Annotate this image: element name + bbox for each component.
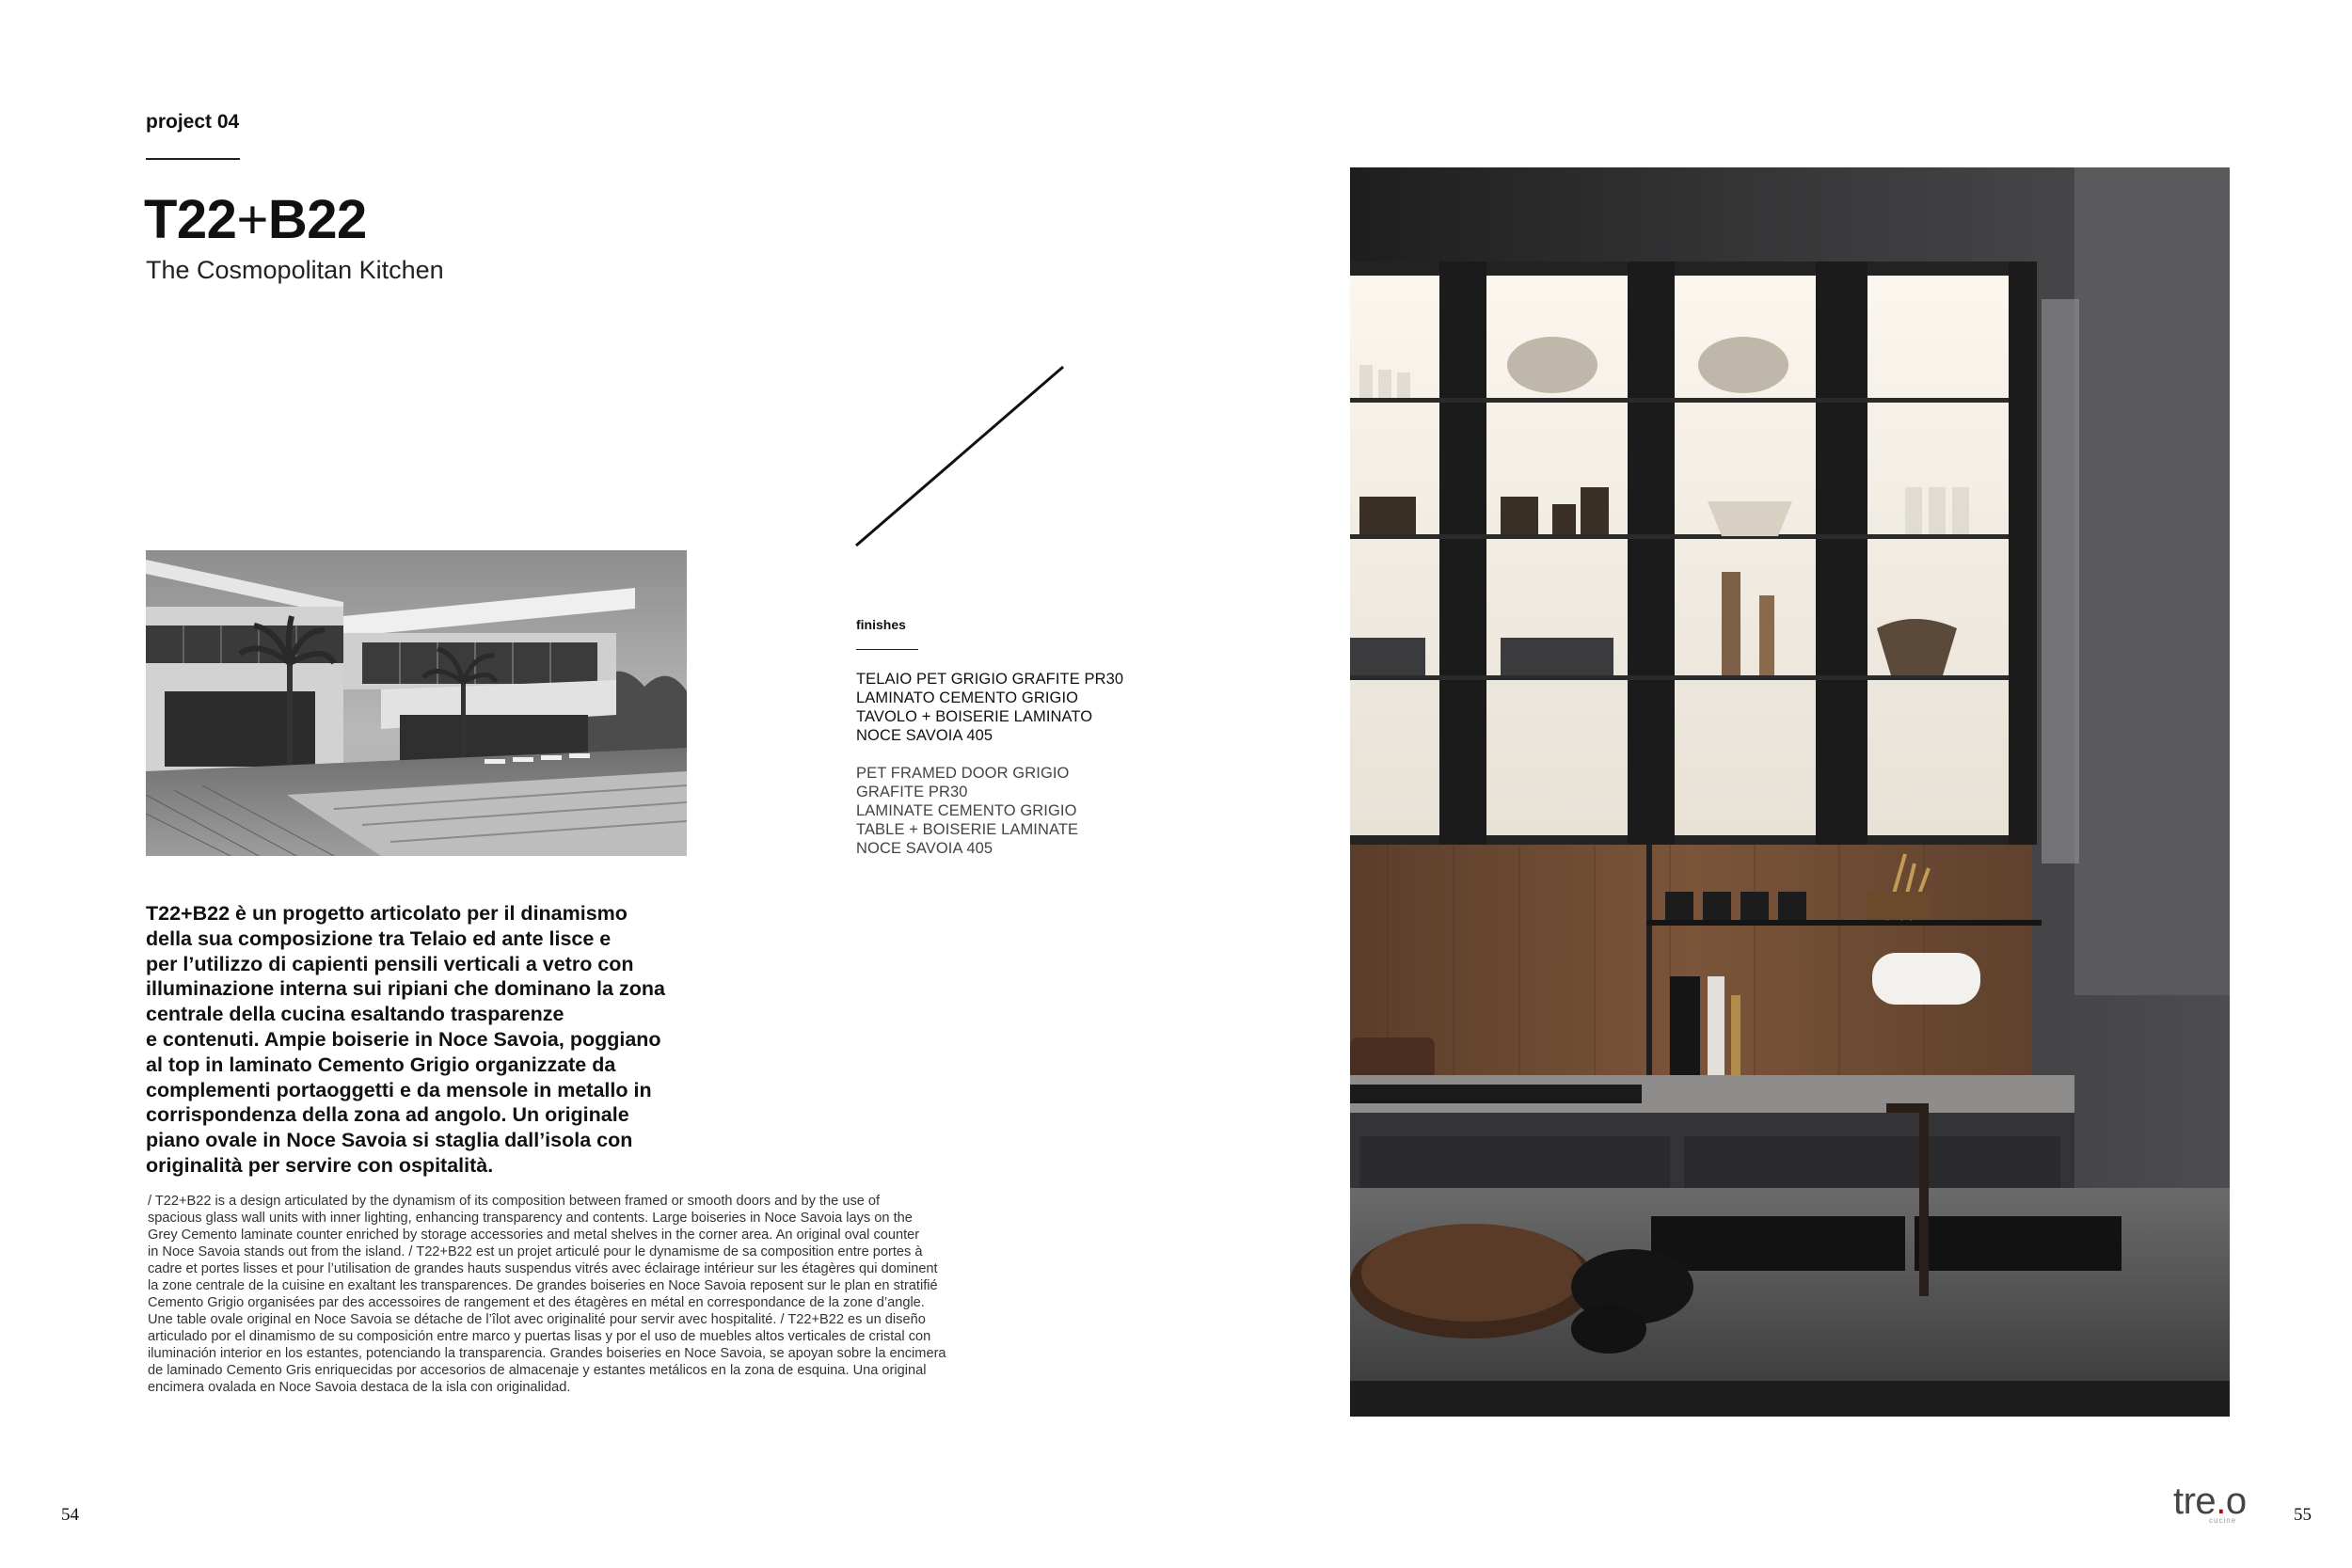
finish-line: LAMINATO CEMENTO GRIGIO bbox=[856, 689, 1079, 706]
finish-line: LAMINATE CEMENTO GRIGIO bbox=[856, 802, 1077, 819]
product-title bbox=[144, 189, 367, 250]
body-line: piano ovale in Noce Savoia si staglia dall’isola con bbox=[146, 1129, 633, 1152]
title-plus: + bbox=[236, 189, 268, 250]
translation-line: / T22+B22 is a design articulated by the dynamism of its composition between framed or smooth doors and by the use of bbox=[148, 1194, 881, 1209]
finish-line: NOCE SAVOIA 405 bbox=[856, 727, 993, 744]
description-italian bbox=[146, 901, 710, 1179]
description-translations bbox=[148, 1193, 1084, 1396]
body-line: originalità per servire con ospitalità. bbox=[146, 1153, 494, 1177]
finish-line: TABLE + BOISERIE LAMINATE bbox=[856, 821, 1079, 838]
finishes-list-english bbox=[856, 764, 1078, 858]
product-subtitle: The Cosmopolitan Kitchen bbox=[146, 256, 444, 284]
finishes-label: finishes bbox=[856, 617, 906, 632]
body-line: per l’utilizzo di capienti pensili verticali a vetro con bbox=[146, 952, 634, 975]
body-line: complementi portaoggetti e da mensole in metallo in bbox=[146, 1078, 652, 1101]
translation-line: in Noce Savoia stands out from the island. / T22+B22 est un projet articulé pour le dynamisme de sa composition entre portes à bbox=[148, 1244, 923, 1259]
logo-word: tre bbox=[2173, 1481, 2217, 1522]
body-line: della sua composizione tra Telaio ed ante lisce e bbox=[146, 927, 612, 950]
translation-line: encimera ovalada en Noce Savoia destaca de la isla con originalidad. bbox=[148, 1380, 571, 1395]
page-number-left: 54 bbox=[61, 1505, 79, 1525]
logo-subtitle: cucine bbox=[2209, 1516, 2237, 1525]
title-part-t22: T22 bbox=[144, 189, 237, 250]
translation-line: cadre et portes lisses et pour l’utilisation de grandes hauts suspendus vitrés avec éclairage intérieur sur les étagères qui dominent bbox=[148, 1261, 938, 1276]
title-part-b22: B22 bbox=[267, 189, 367, 250]
translation-line: la zone centrale de la cuisine en exaltant les transparences. De grandes boiseries en Noce Savoia reposent sur le plan en stratifié bbox=[148, 1278, 938, 1293]
finish-line: TELAIO PET GRIGIO GRAFITE PR30 bbox=[856, 671, 1124, 688]
finish-line: PET FRAMED DOOR GRIGIO bbox=[856, 765, 1070, 782]
finish-line: NOCE SAVOIA 405 bbox=[856, 840, 993, 857]
translation-line: iluminación interior en los estantes, potenciando la transparencia. Grandes boiseries en Noce Savoia, se apoyan sobre la encimera bbox=[148, 1346, 946, 1361]
translation-line: articulado por el dinamismo de su composición entre marco y puertas lisas y por el uso de muebles altos verticales de cristal con bbox=[148, 1329, 931, 1344]
body-line: e contenuti. Ampie boiserie in Noce Savoia, poggiano bbox=[146, 1027, 661, 1051]
translation-line: Une table ovale original en Noce Savoia se détache de l’îlot avec originalité pour servir avec hospitalité. / T22+B22 es un diseño bbox=[148, 1312, 926, 1327]
project-label-underline bbox=[146, 158, 240, 160]
body-line: illuminazione interna sui ripiani che dominano la zona bbox=[146, 977, 665, 1001]
finish-line: TAVOLO + BOISERIE LAMINATO bbox=[856, 708, 1093, 725]
villa-exterior-photo bbox=[146, 550, 687, 856]
body-line: centrale della cucina esaltando trasparenze bbox=[146, 1003, 564, 1026]
translation-line: spacious glass wall units with inner lighting, enhancing transparency and contents. Large boiseries in Noce Savoia lays on the bbox=[148, 1211, 913, 1226]
kitchen-photo bbox=[1350, 167, 2230, 1417]
finishes-underline bbox=[856, 649, 918, 650]
body-line: corrispondenza della zona ad angolo. Un originale bbox=[146, 1103, 629, 1127]
translation-line: de laminado Cemento Gris enriquecidas por accesorios de almacenaje y estantes metálicos en la zona de esquina. Una original bbox=[148, 1363, 927, 1378]
page-number-right: 55 bbox=[2294, 1505, 2312, 1525]
translation-line: Cemento Grigio organisées par des accessoires de rangement et des étagères en métal en correspondance de la zone d’angle. bbox=[148, 1295, 925, 1310]
finishes-list-italian bbox=[856, 670, 1123, 745]
body-line: al top in laminato Cemento Grigio organizzate da bbox=[146, 1053, 616, 1076]
logo-letter: o bbox=[2225, 1481, 2247, 1522]
finish-line: GRAFITE PR30 bbox=[856, 784, 968, 800]
translation-line: Grey Cemento laminate counter enriched by storage accessories and metal shelves in the corner area. An original oval counter bbox=[148, 1227, 920, 1243]
project-label: project 04 bbox=[146, 111, 240, 133]
diagonal-decorative-line bbox=[847, 362, 1073, 550]
body-line: T22+B22 è un progetto articolato per il dinamismo bbox=[146, 902, 628, 925]
logo-dot: . bbox=[2216, 1481, 2226, 1522]
treo-logo bbox=[2173, 1481, 2263, 1524]
